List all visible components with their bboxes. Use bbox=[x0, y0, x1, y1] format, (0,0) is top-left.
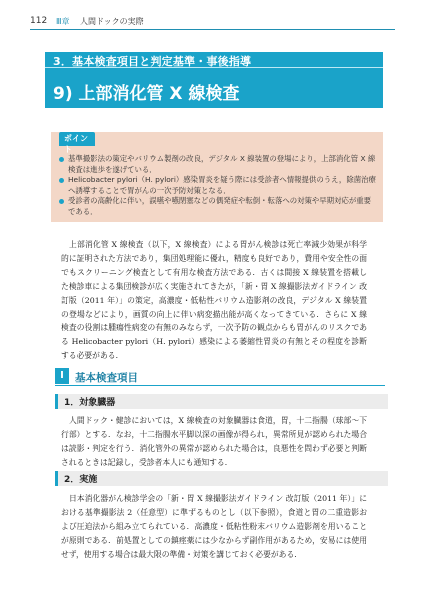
section-roman-numeral: Ⅰ bbox=[55, 368, 69, 384]
section-rule bbox=[55, 385, 385, 386]
point-list bbox=[59, 154, 377, 217]
point-item: 基準撮影法の策定やバリウム製剤の改良，デジタル X 線装置の登場により，上部消化管 X 線検査は進歩を遂げている． bbox=[59, 154, 377, 175]
point-item: 受診者の高齢化に伴い，誤嚥や嚥閉塞などの偶発症や転倒・転落への対策や早期対応が重要である． bbox=[59, 196, 377, 217]
subsection-heading-target-organs bbox=[55, 394, 388, 409]
banner-section-bar bbox=[45, 52, 383, 68]
page-number: 112 bbox=[30, 16, 48, 26]
section-title: 基本検査項目 bbox=[75, 372, 138, 384]
subsection-paragraph-target-organs: 人間ドック・健診においては，X 線検査の対象臓器は食道，胃，十二指腸（球部〜下行部）とする．なお，十二指腸水平脚以深の画像が得られ，異常所見が認められた場合は読影・判定を行う．消化管外の異常が認められた場合は，良悪性を問わず必要と判断されるときは記録し，受診者本人にも通知する． bbox=[61, 416, 367, 467]
section-heading bbox=[55, 368, 385, 384]
subsection-title: 1．対象臓器 bbox=[64, 398, 116, 408]
intro-paragraph: 上部消化管 X 線検査（以下，X 線検査）による胃がん検診は死亡率減少効果が科学的に証明された方法であり，集団処理能に優れ，精度も良好であり，費用や安全性の面でもスクリーニング検査として有用な検査方法である．古くは間接 X 線装置を搭載した検診車による集団検診が広く実施されてきたが，「新・胃 X 線撮影法ガイドライン 改訂版（2011 年）」の策定，高濃度・低粘性バリウム造影剤の改良，デジタル X 線装置の登場などにより，画質の向上に伴い病変描出能が高くなってきている．さらに X 線検査の役割は腫瘍性病変の有無のみならず，一次予防の観点からも胃がんのリスクである Helicobacter pylori（H. pylori）感染による萎縮性胃炎の有無とその程度を診断する必要がある． bbox=[61, 240, 367, 361]
running-title: 人間ドックの実際 bbox=[80, 17, 144, 26]
chapter-label: Ⅲ章 bbox=[56, 17, 70, 26]
point-tab bbox=[59, 132, 95, 154]
section-banner bbox=[45, 52, 383, 108]
point-box bbox=[51, 132, 383, 222]
header-rule bbox=[30, 29, 395, 30]
subsection-heading-implementation bbox=[55, 471, 388, 486]
point-item: Helicobacter pylori（H. pylori）感染胃炎を疑う際には受診者へ情報提供のうえ，除菌治療へ誘導することで胃がんの一次予防対策となる． bbox=[59, 175, 377, 196]
subsection-paragraph-implementation: 日本消化器がん検診学会の「新・胃 X 線撮影法ガイドライン 改訂版（2011 年）」における基準撮影法 2（任意型）に準ずるものとし（以下参照），食道と胃の二重造影および圧迫法から組み立てられている．高濃度・低粘性粉末バリウム造影剤を用いることが原則である．前処置としての鎮痙薬には少なからず副作用があるため，安易には使用せず，使用する場合は最大限の準備・対策を講じておく必要がある． bbox=[61, 494, 367, 559]
page-title: 9) 上部消化管 X 線検査 bbox=[53, 84, 240, 104]
banner-section-label: 3．基本検査項目と判定基準・事後指導 bbox=[53, 55, 252, 68]
point-label: ポイント bbox=[64, 134, 88, 154]
running-header bbox=[30, 15, 395, 31]
subsection-title: 2．実施 bbox=[64, 475, 98, 485]
